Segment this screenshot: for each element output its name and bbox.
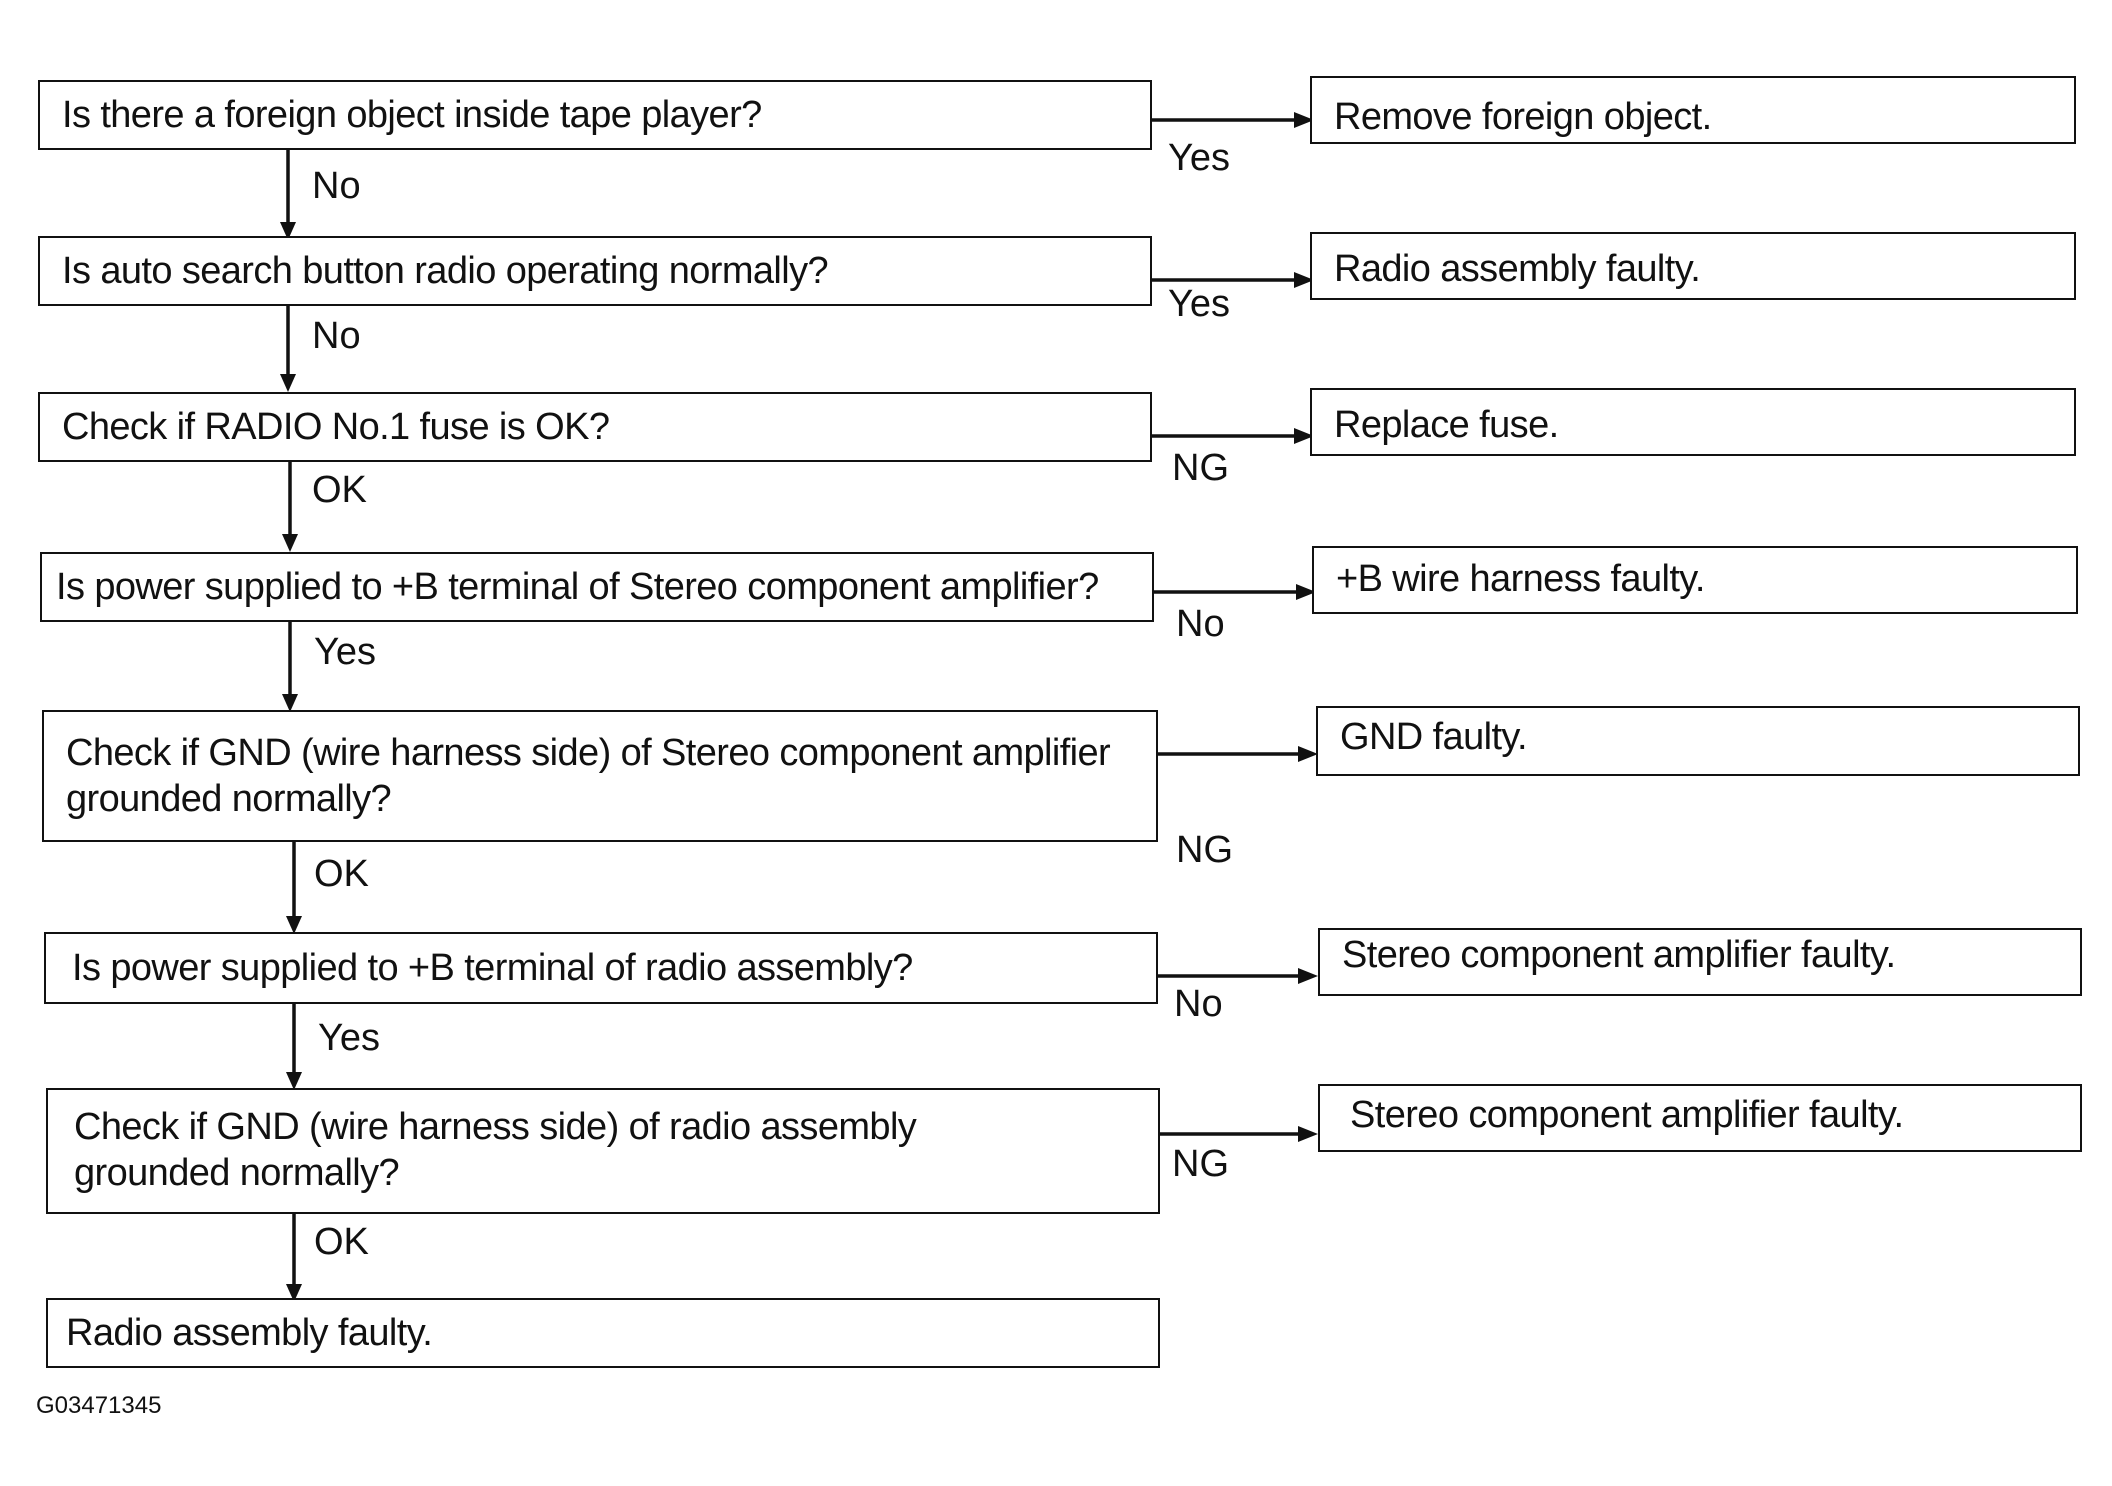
down-label-5: OK [314, 853, 369, 895]
question-text: Check if RADIO No.1 fuse is OK? [62, 406, 610, 448]
result-text: Stereo component amplifier faulty. [1342, 934, 1896, 976]
side-label-4: No [1176, 603, 1225, 645]
result-box-5 [1316, 706, 2080, 776]
result-box-2 [1310, 232, 2076, 300]
side-label-1: Yes [1168, 137, 1230, 179]
result-text: Remove foreign object. [1334, 96, 1712, 138]
down-label-7: OK [314, 1221, 369, 1263]
diagram-id: G03471345 [36, 1392, 162, 1419]
question-box-4 [40, 552, 1154, 622]
result-text: Replace fuse. [1334, 404, 1559, 446]
result-text: GND faulty. [1340, 716, 1527, 758]
question-text: Is auto search button radio operating normally? [62, 250, 829, 292]
question-box-1 [38, 80, 1152, 150]
result-box-6 [1318, 928, 2082, 996]
question-text: Is power supplied to +B terminal of Stereo component amplifier? [56, 566, 1099, 608]
down-label-1: No [312, 165, 361, 207]
arrowhead-side-7 [1298, 1126, 1318, 1142]
arrowhead-side-6 [1298, 968, 1318, 984]
result-text: Stereo component amplifier faulty. [1350, 1094, 1904, 1136]
question-text: Check if GND (wire harness side) of radio assembly grounded normally? [74, 1106, 917, 1194]
question-text: Is power supplied to +B terminal of radio assembly? [72, 947, 913, 989]
question-box-5 [42, 710, 1158, 842]
question-box-3 [38, 392, 1152, 462]
question-box-7 [46, 1088, 1160, 1214]
down-label-3: OK [312, 469, 367, 511]
result-box-7 [1318, 1084, 2082, 1152]
side-label-3: NG [1172, 447, 1229, 489]
side-label-5: NG [1176, 829, 1233, 871]
final-result-box [46, 1298, 1160, 1368]
arrowhead-side-5 [1298, 746, 1318, 762]
result-text: +B wire harness faulty. [1336, 558, 1705, 600]
final-result-text: Radio assembly faulty. [66, 1312, 433, 1354]
side-label-7: NG [1172, 1143, 1229, 1185]
result-box-1 [1310, 76, 2076, 144]
question-text: Is there a foreign object inside tape player? [62, 94, 762, 136]
down-label-6: Yes [318, 1017, 380, 1059]
result-box-4 [1312, 546, 2078, 614]
down-label-2: No [312, 315, 361, 357]
question-box-6 [44, 932, 1158, 1004]
question-text: Check if GND (wire harness side) of Stereo component amplifier grounded normally? [66, 732, 1111, 820]
side-label-6: No [1174, 983, 1223, 1025]
down-label-4: Yes [314, 631, 376, 673]
side-label-2: Yes [1168, 283, 1230, 325]
arrowhead-down-3 [282, 534, 298, 552]
arrowhead-down-2 [280, 374, 296, 392]
result-text: Radio assembly faulty. [1334, 248, 1701, 290]
result-box-3 [1310, 388, 2076, 456]
question-box-2 [38, 236, 1152, 306]
